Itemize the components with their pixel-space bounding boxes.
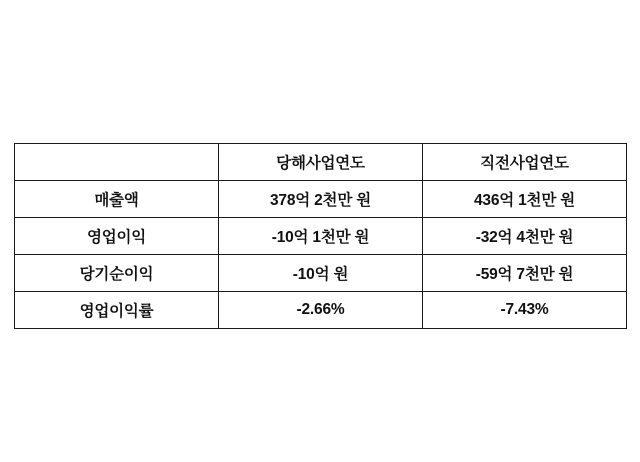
cell-net-income-current: -10억 원 (219, 255, 423, 292)
financial-summary-table (14, 143, 627, 329)
row-label-net-income: 당기순이익 (15, 255, 219, 292)
row-label-operating-margin: 영업이익률 (15, 292, 219, 329)
table-row (15, 218, 627, 255)
row-label-operating-profit: 영업이익 (15, 218, 219, 255)
cell-operating-margin-current: -2.66% (219, 292, 423, 329)
financial-table-container (14, 143, 626, 329)
row-label-revenue: 매출액 (15, 181, 219, 218)
table-corner-cell (15, 144, 219, 181)
cell-operating-profit-previous: -32억 4천만 원 (423, 218, 627, 255)
table-row (15, 292, 627, 329)
cell-revenue-current: 378억 2천만 원 (219, 181, 423, 218)
table-row (15, 181, 627, 218)
column-header-previous-year: 직전사업연도 (423, 144, 627, 181)
table-row (15, 255, 627, 292)
cell-net-income-previous: -59억 7천만 원 (423, 255, 627, 292)
cell-operating-margin-previous: -7.43% (423, 292, 627, 329)
table-header-row (15, 144, 627, 181)
column-header-current-year: 당해사업연도 (219, 144, 423, 181)
cell-operating-profit-current: -10억 1천만 원 (219, 218, 423, 255)
cell-revenue-previous: 436억 1천만 원 (423, 181, 627, 218)
